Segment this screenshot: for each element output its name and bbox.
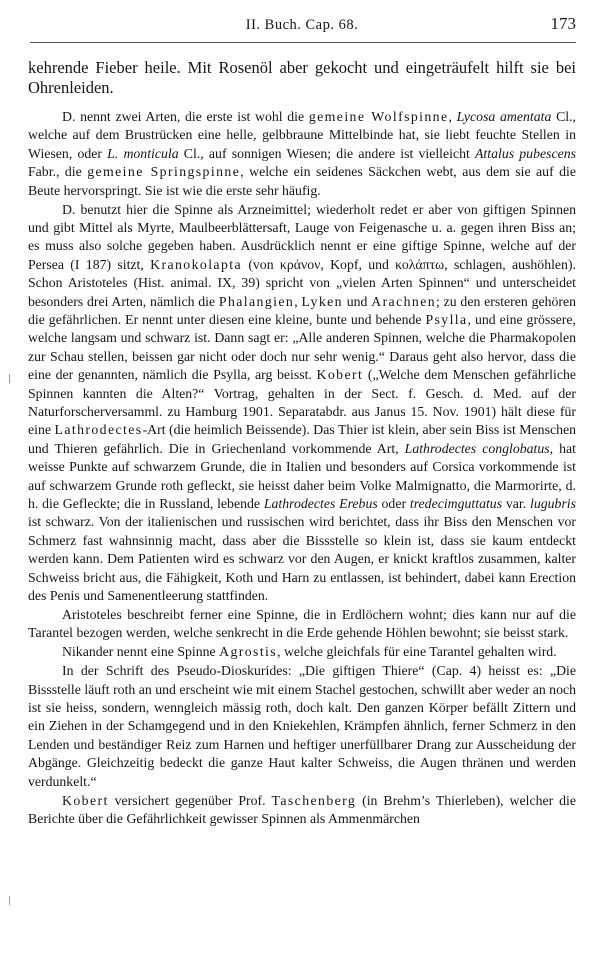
running-title: II. Buch. Cap. 68. — [245, 17, 359, 33]
spaced-term: Psylla — [425, 311, 468, 327]
spaced-term: Kobert — [316, 367, 364, 383]
body-paragraph — [28, 643, 576, 661]
text-run: Fabr., die — [28, 164, 88, 180]
body-text — [28, 108, 576, 828]
spaced-term: gemeine Springspinne — [87, 164, 241, 180]
text-run: var. — [502, 496, 531, 512]
spaced-term: Taschenberg — [271, 792, 357, 808]
text-run: , — [448, 109, 457, 124]
text-run: , — [294, 293, 302, 309]
text-run: D. nennt zwei Arten, die erste ist wohl die — [62, 109, 309, 124]
spaced-term: Phalangien — [218, 293, 295, 309]
text-run: , hat weisse Punkte auf schwarzem Grunde, die in Italien und besonders auf Corsica vorkommende ist auf schwarzem Grunde roth gefleckt, sie heisst daher beim Volke Malmignatto, die Marmorirte, d. h. die Gefleckte; die in Russland, lebende — [28, 440, 576, 512]
body-paragraph — [28, 201, 576, 606]
italic-term: L. monticula — [107, 145, 179, 161]
text-run: oder — [377, 496, 410, 512]
body-paragraph — [28, 108, 576, 200]
running-header — [28, 14, 576, 36]
header-rule — [30, 42, 576, 43]
italic-term: Lathrodectes Erebus — [263, 496, 378, 512]
body-paragraph — [28, 662, 576, 791]
italic-term: Attalus pubescens — [475, 145, 576, 161]
text-run: (von κράνον, Kopf, und κολάπτω, schlagen, aushöhlen). Schon Aristoteles (Hist. animal. IX, 39) spricht von „vielen Arten Spinnen“ und unterscheidet besonders drei Arten, nämlich die — [28, 256, 576, 309]
text-run: , welche gleichfals für eine Tarantel gehalten wird. — [277, 644, 557, 660]
body-paragraph — [28, 792, 576, 829]
italic-term: lugubris — [530, 496, 577, 512]
text-run: -Art (die heimlich Beissende). Das Thier ist klein, aber sein Biss ist Menschen und Thieren gefährlich. Die in Griechenland vorkommende Art, — [28, 422, 576, 456]
lead-paragraph: kehrende Fieber heile. Mit Rosenöl aber gekocht und eingeträufelt hilft sie bei Ohrenleiden. — [28, 58, 576, 97]
spaced-term: Kobert — [62, 792, 109, 808]
text-run: Cl., auf sonnigen Wiesen; die andere ist vielleicht — [178, 145, 475, 161]
page-number: 173 — [550, 14, 576, 33]
text-run: , welche ein seidenes Säckchen webt, aus dem sie auf die Beute hervorspringt. Sie ist wie die erste sehr häufig. — [28, 164, 576, 198]
text-run: In der Schrift des Pseudo-Dioskurides: „Die giftigen Thiere“ (Cap. 4) heisst es: „Die Bissstelle läuft roth an und erscheint wie mit einem Stachel gestochen, schwillt aber weder an noch ist sie heiss, sondern, wenngleich mässig roth, doch kalt. Den ganzen Körper befällt Zittern und ein Ziehen in der Schamgegend und in den Kniekehlen, Krämpfen ähnlich, ferner Schmerz in den Lenden und beständiger Reiz zum Harnen und heftiger unerfüllbarer Drang zur Ausscheidung der Abgänge. Gleichzeitig bedeckt die ganze Haut kalter Schweiss, die Augen thränen und werden verdunkelt.“ — [28, 663, 576, 789]
margin-mark: / — [5, 892, 14, 909]
spaced-term: Agrostis — [219, 644, 278, 660]
text-run: versichert gegenüber Prof. — [108, 792, 272, 808]
spaced-term: Lathrodectes — [54, 422, 143, 438]
italic-term: tredecimguttatus — [409, 496, 503, 512]
text-run: , und eine grössere, welche langsam und schwarz ist. Dann sagt er: „Alle anderen Spinnen, welche die Pharmakopolen zur Schau stellen, beissen gar nicht oder doch nur sehr wenig.“ Daraus geht also hervor, dass die eine der genannten, nämlich die Psylla, arg beisst. — [28, 311, 576, 383]
italic-term: Lathrodectes conglobatus — [404, 440, 550, 456]
text-run: (in Brehm’s Thierleben), welcher die Berichte über die Gefährlichkeit gewisser Spinnen als Ammenmärchen — [28, 792, 576, 826]
italic-term: Lycosa amentata — [456, 109, 552, 124]
text-run: und — [342, 293, 372, 309]
text-run: Cl., welche auf dem Brustrücken eine helle, gelbbraune Mittelbinde hat, sie liebt feuchte Stellen in Wiesen, oder — [28, 109, 577, 161]
text-run: D. benutzt hier die Spinne als Arzneimittel; wiederholt redet er aber von giftigen Spinnen und gibt Mittel als Myrte, Maulbeerblättersaft, Lauge von Feigenasche u. a. gegen ihren Biss an; es muss also solche gegeben haben. Ausdrücklich nennt er eine giftige Spinne, welche auf der Persea (I 187) sitzt, — [28, 201, 576, 272]
page-body — [28, 58, 576, 828]
spaced-term: Lyken — [301, 293, 343, 309]
spaced-term: Arachnen — [371, 293, 437, 309]
text-run: Nikander nennt eine Spinne — [62, 644, 220, 660]
text-run: ; zu den ersteren gehören die gefährlichen. Er nennt unter diesen eine kleine, bunte und behende — [28, 293, 577, 327]
text-run: ist schwarz. Von der italienischen und russischen wird berichtet, dass ihr Biss den Menschen vor Schmerz fast wahnsinnig macht, dass aber die Bissstelle so klein ist, dass sie kaum entdeckt werden kann. Dem Patienten wird es schwarz vor den Augen, er knickt kraftlos zusammen, kalter Schweiss bricht aus, die Fähigkeit, Koth und Harn zu entlassen, ist behindert, dabei kann Erection des Penis und Samenentleerung stattfinden. — [28, 514, 576, 604]
spaced-term: Kranokolapta — [150, 256, 243, 272]
text-run: Aristoteles beschreibt ferner eine Spinne, die in Erdlöchern wohnt; dies kann nur auf die Tarantel bezogen werden, welche senkrecht in die Erde gehende Höhlen bewohnt; sie beisst stark. — [28, 606, 576, 641]
spaced-term: gemeine Wolfspinne — [308, 109, 449, 124]
margin-mark: / — [5, 370, 14, 387]
body-paragraph — [28, 606, 576, 643]
text-run: („Welche dem Menschen gefährliche Spinnen kannten die Alten?“ Vortrag, gehalten in der Sect. f. Gesch. d. Med. auf der Naturforscherversamml. zu Hamburg 1901. Separatabdr. aus Janus 15. Nov. 1901) hält diese für eine — [28, 367, 576, 438]
